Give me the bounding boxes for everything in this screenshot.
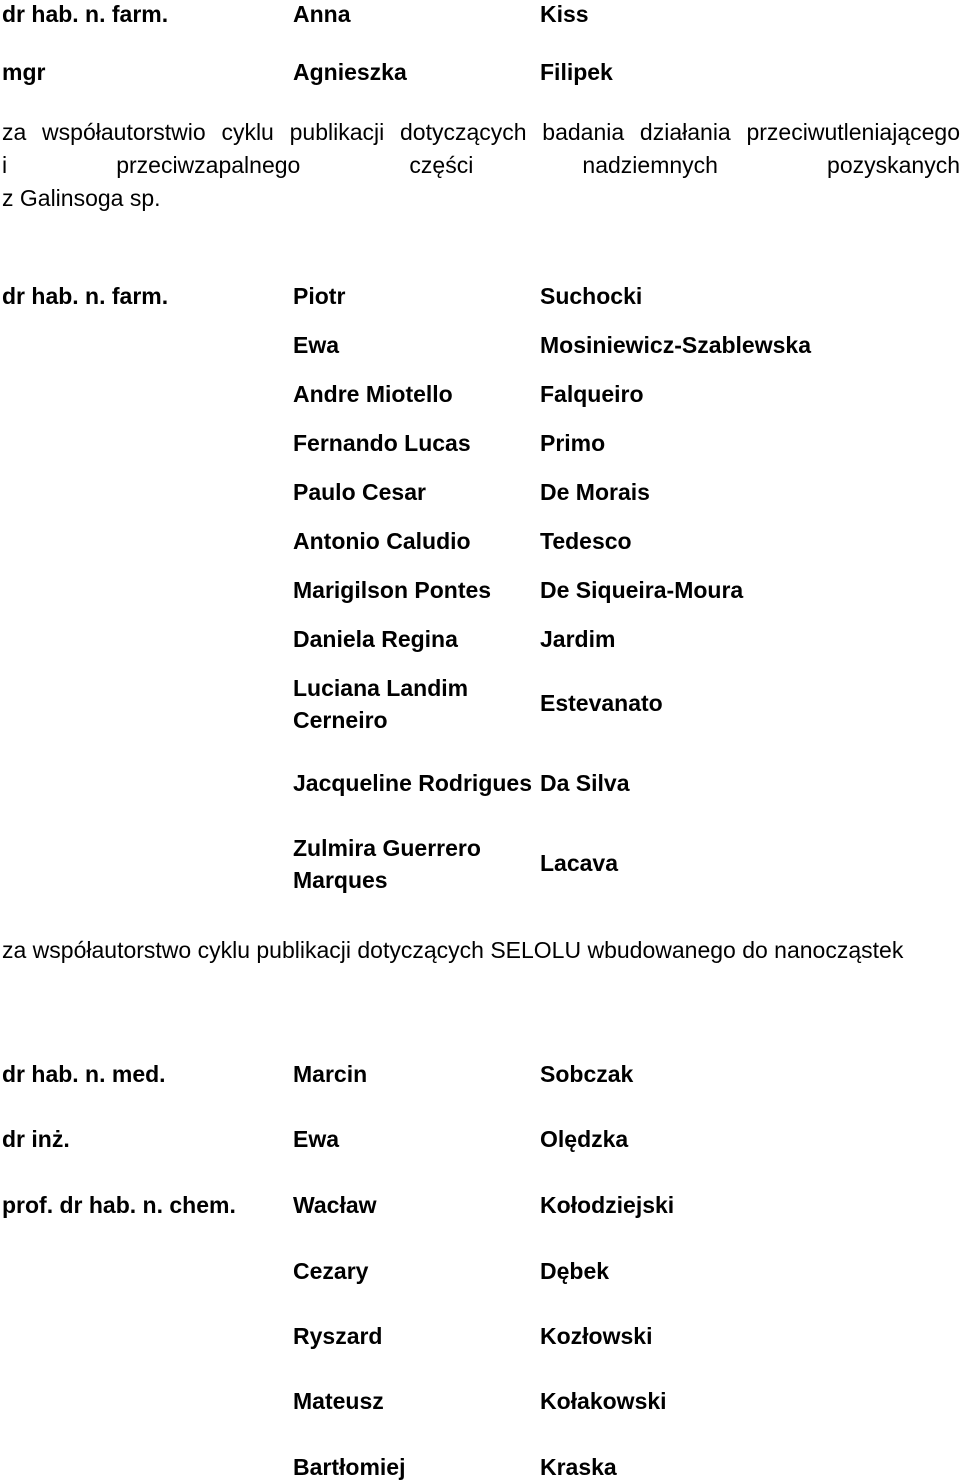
person-last-name: Jardim [540,626,616,652]
person-last-name: Kołakowski [540,1388,667,1414]
person-first-name: Zulmira Guerrero Marques [293,835,481,893]
person-first-name: Marigilson Pontes [293,577,492,603]
person-first-name: Wacław [293,1192,377,1218]
person-title: prof. dr hab. n. chem. [2,1192,236,1218]
person-last-name: Sobczak [540,1061,634,1087]
person-last-name: Kołodziejski [540,1192,675,1218]
person-first-name: Ewa [293,332,340,358]
person-last-name: Estevanato [540,690,663,716]
person-last-name: Olędzka [540,1126,629,1152]
award-description: za współautorstwo cyklu publikacji dotyczących SELOLU wbudowanego do nanocząstek [2,937,904,963]
person-title: dr hab. n. farm. [2,283,169,309]
award-description-line: za współautorstwio cyklu publikacji dotyczących badania działania przeciwutleniającego [2,119,960,145]
person-last-name: Mosiniewicz-Szablewska [540,332,811,358]
person-first-name: Anna [293,1,351,27]
person-title: dr inż. [2,1126,70,1152]
person-last-name: Tedesco [540,528,632,554]
person-first-name: Ewa [293,1126,340,1152]
person-first-name: Daniela Regina [293,626,458,652]
person-last-name: Kozłowski [540,1323,653,1349]
person-title: dr hab. n. med. [2,1061,166,1087]
person-first-name: Jacqueline Rodrigues [293,770,533,796]
person-first-name: Paulo Cesar [293,479,426,505]
person-last-name: Primo [540,430,606,456]
person-first-name: Andre Miotello [293,381,453,407]
award-description-line: z Galinsoga sp. [2,185,161,211]
person-first-name: Luciana Landim Cerneiro [293,675,469,733]
person-last-name: Lacava [540,850,619,876]
person-first-name: Agnieszka [293,59,407,85]
person-last-name: Falqueiro [540,381,644,407]
person-first-name: Piotr [293,283,346,309]
person-last-name: Da Silva [540,770,630,796]
person-last-name: Kiss [540,1,589,27]
person-first-name: Antonio Caludio [293,528,471,554]
person-first-name: Marcin [293,1061,368,1087]
person-last-name: Suchocki [540,283,643,309]
person-first-name: Mateusz [293,1388,384,1414]
person-last-name: Dębek [540,1258,610,1284]
person-last-name: De Morais [540,479,650,505]
person-title: mgr [2,59,46,85]
person-first-name: Bartłomiej [293,1454,406,1480]
person-first-name: Ryszard [293,1323,383,1349]
person-last-name: De Siqueira-Moura [540,577,744,603]
person-first-name: Cezary [293,1258,369,1284]
person-last-name: Kraska [540,1454,617,1480]
person-title: dr hab. n. farm. [2,1,169,27]
award-description-line: i przeciwzapalnego części nadziemnych pozyskanych [2,152,960,178]
person-last-name: Filipek [540,59,613,85]
person-first-name: Fernando Lucas [293,430,471,456]
